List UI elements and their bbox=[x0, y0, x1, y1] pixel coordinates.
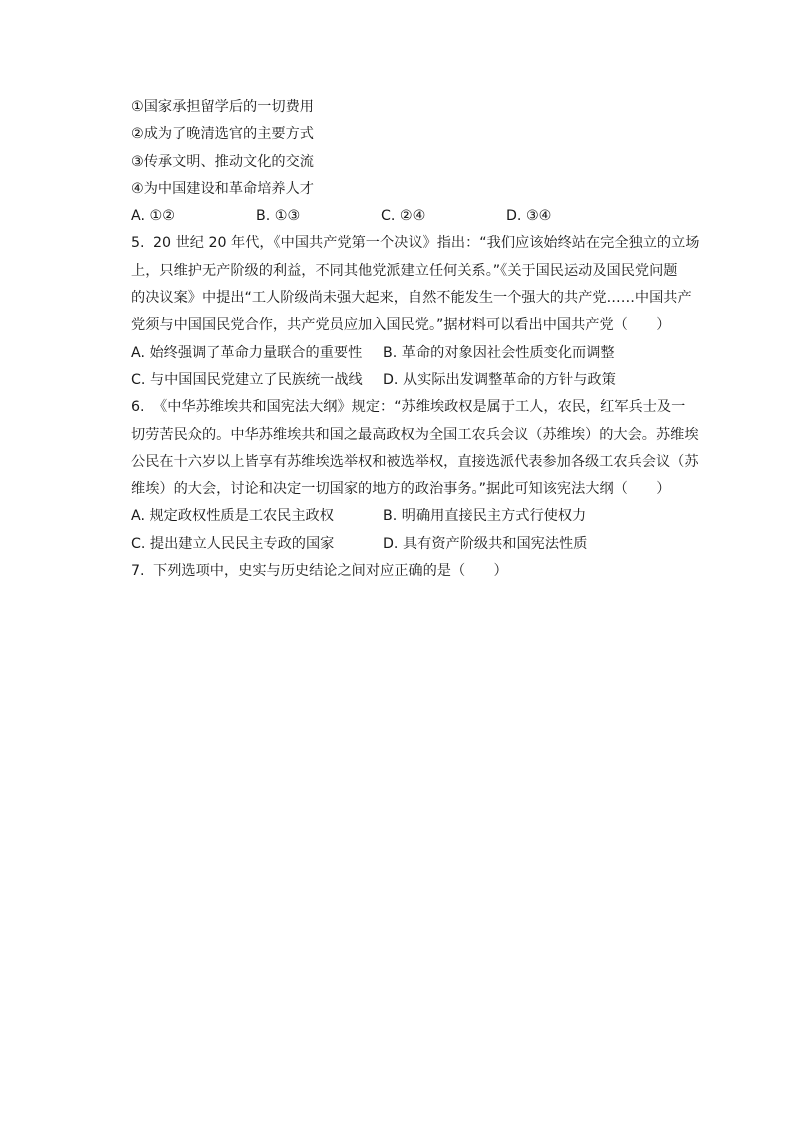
stem-text: 《中华苏维埃共和国宪法大纲》规定：“苏维埃政权是属于工人，农民，红军兵士及一 bbox=[153, 399, 686, 416]
question-number: 7. bbox=[131, 563, 145, 580]
option-c[interactable]: C. 提出建立人民民主专政的国家 bbox=[131, 535, 335, 552]
option-b[interactable]: B. ①③ bbox=[256, 208, 301, 225]
option-b[interactable]: B. 明确用直接民主方式行使权力 bbox=[383, 508, 587, 525]
question-stem-line: 维埃）的大会，讨论和决定一切国家的地方的政治事务。”据此可知该宪法大纲（ ） bbox=[131, 481, 671, 498]
option-d[interactable]: D. ③④ bbox=[506, 208, 552, 225]
statement-item: ④为中国建设和革命培养人才 bbox=[131, 180, 314, 197]
statement-item: ③传承文明、推动文化的交流 bbox=[131, 153, 314, 170]
question-stem-line bbox=[131, 230, 700, 257]
question-stem-line bbox=[131, 394, 686, 421]
option-c[interactable]: C. ②④ bbox=[381, 208, 426, 225]
question-7 bbox=[131, 558, 671, 585]
option-a[interactable]: A. 始终强调了革命力量联合的重要性 bbox=[131, 344, 363, 361]
question-stem-line bbox=[131, 558, 671, 585]
option-a[interactable]: A. 规定政权性质是工农民主政权 bbox=[131, 508, 334, 525]
answer-options bbox=[131, 340, 671, 367]
statement-item: ①国家承担留学后的一切费用 bbox=[131, 99, 314, 115]
option-c[interactable]: C. 与中国国民党建立了民族统一战线 bbox=[131, 371, 363, 388]
question-6 bbox=[131, 394, 699, 558]
statement-item: ②成为了晚清选官的主要方式 bbox=[131, 126, 314, 143]
question-stem-line: 的决议案》中提出“工人阶级尚未强大起来，自然不能发生一个强大的共产党……中国共产 bbox=[131, 290, 692, 307]
question-number: 5. bbox=[131, 235, 145, 252]
exam-page bbox=[131, 94, 700, 585]
question-stem-line: 切劳苦民众的。中华苏维埃共和国之最高政权为全国工农兵会议（苏维埃）的大会。苏维埃 bbox=[131, 426, 699, 443]
answer-options bbox=[131, 531, 671, 558]
answer-options bbox=[131, 503, 671, 530]
answer-options bbox=[131, 367, 671, 394]
stem-text: 下列选项中，史实与历史结论之间对应正确的是（ ） bbox=[153, 563, 508, 580]
question-number: 6. bbox=[131, 399, 145, 416]
stem-text: 20 世纪 20 年代，《中国共产党第一个决议》指出：“我们应该始终站在完全独立的立场 bbox=[153, 235, 700, 252]
question-stem-line: 党须与中国国民党合作，共产党员应加入国民党。”据材料可以看出中国共产党（ ） bbox=[131, 317, 671, 334]
option-d[interactable]: D. 具有资产阶级共和国宪法性质 bbox=[383, 535, 588, 552]
option-a[interactable]: A. ①② bbox=[131, 208, 175, 225]
option-b[interactable]: B. 革命的对象因社会性质变化而调整 bbox=[383, 344, 615, 361]
question-5 bbox=[131, 230, 700, 394]
option-d[interactable]: D. 从实际出发调整革命的方针与政策 bbox=[383, 371, 616, 388]
answer-options bbox=[131, 203, 671, 230]
question-stem-line: 上，只维护无产阶级的利益，不同其他党派建立任何关系。”《关于国民运动及国民党问题 bbox=[131, 262, 678, 279]
question-stem-line: 公民在十六岁以上皆享有苏维埃选举权和被选举权，直接选派代表参加各级工农兵会议（苏 bbox=[131, 453, 699, 470]
previous-question-continuation bbox=[131, 94, 671, 230]
